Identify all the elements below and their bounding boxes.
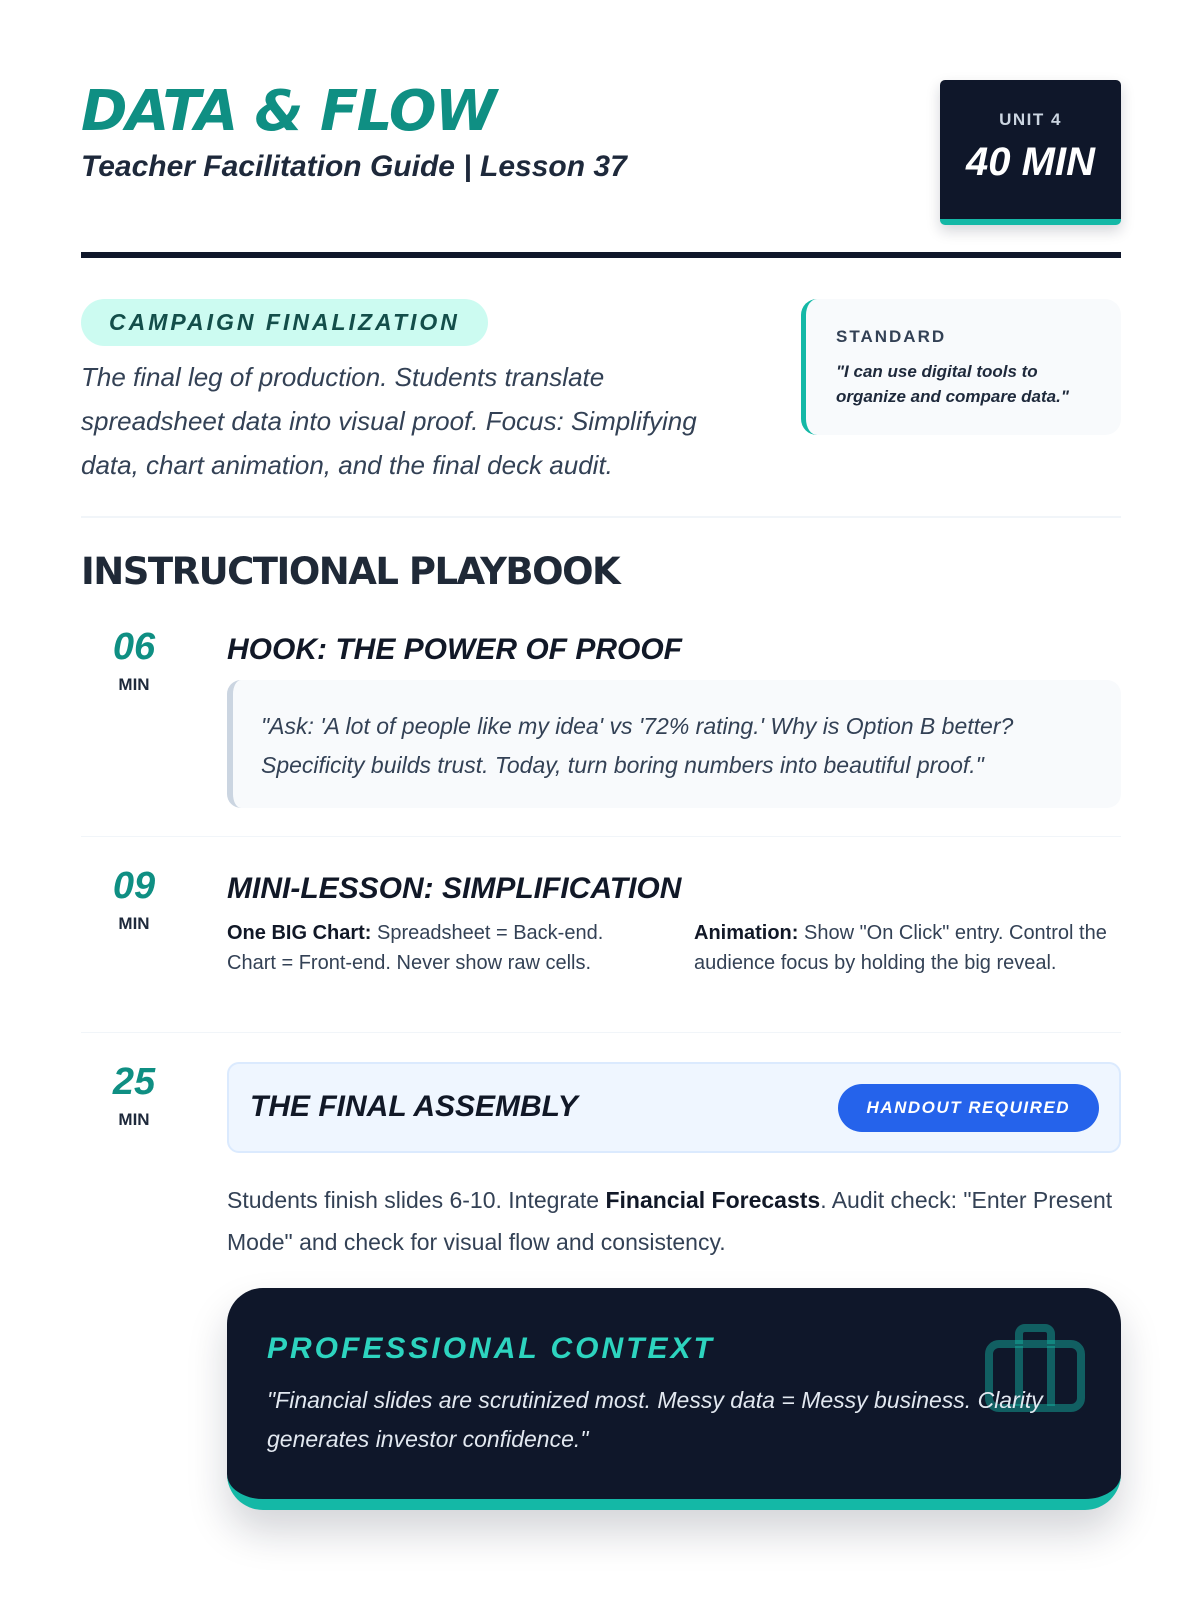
animation-column bbox=[694, 918, 1121, 978]
playbook-title: INSTRUCTIONAL PLAYBOOK bbox=[81, 550, 620, 593]
financial-forecasts-label: Financial Forecasts bbox=[605, 1187, 821, 1213]
standard-text: "I can use digital tools to organize and compare data." bbox=[836, 362, 1069, 406]
animation-label: Animation: bbox=[694, 922, 799, 944]
page-subtitle: Teacher Facilitation Guide | Lesson 37 bbox=[81, 150, 627, 183]
header-divider bbox=[81, 252, 1121, 258]
standard-card bbox=[801, 299, 1121, 435]
page-title: DATA & FLOW bbox=[81, 79, 496, 144]
step-1-unit: MIN bbox=[118, 675, 150, 694]
final-assembly-bar bbox=[227, 1062, 1121, 1153]
step-2-minutes: 09 bbox=[112, 865, 156, 907]
professional-context-quote: "Financial slides are scrutinized most. Messy data = Messy business. Clarity generates investor confidence." bbox=[267, 1387, 1043, 1452]
section-divider bbox=[81, 516, 1121, 518]
step-1-title: HOOK: THE POWER OF PROOF bbox=[227, 633, 682, 666]
assembly-text-end: . Audit check: "Enter Present Mode" and check for visual flow and consistency. bbox=[227, 1187, 1113, 1255]
step-3-title: THE FINAL ASSEMBLY bbox=[250, 1090, 578, 1123]
unit-badge bbox=[940, 80, 1121, 225]
assembly-description bbox=[227, 1179, 1121, 1263]
hook-quote: "Ask: 'A lot of people like my idea' vs '72% rating.' Why is Option B better? Specificity builds trust. Today, turn boring numbers into beautiful proof." bbox=[227, 680, 1121, 808]
intro-description: The final leg of production. Students translate spreadsheet data into visual proof. Focus: Simplifying data, chart animation, and the final deck audit. bbox=[81, 362, 697, 480]
animation-text: Show "On Click" entry. Control the audience focus by holding the big reveal. bbox=[694, 922, 1107, 974]
step-2-title: MINI-LESSON: SIMPLIFICATION bbox=[227, 872, 682, 905]
handout-required-button[interactable]: HANDOUT REQUIRED bbox=[838, 1084, 1099, 1132]
assembly-text-start: Students finish slides 6-10. Integrate bbox=[227, 1187, 606, 1213]
campaign-tag: CAMPAIGN FINALIZATION bbox=[81, 299, 488, 346]
lesson-duration: 40 MIN bbox=[966, 140, 1095, 184]
step-1-minutes: 06 bbox=[112, 626, 156, 668]
unit-label: UNIT 4 bbox=[999, 110, 1062, 129]
professional-context-card bbox=[227, 1288, 1121, 1510]
lesson-page bbox=[81, 0, 1121, 1600]
step-divider bbox=[81, 1032, 1121, 1033]
simplification-text: Spreadsheet = Back-end. Chart = Front-end. Never show raw cells. bbox=[227, 922, 604, 974]
step-3-time bbox=[81, 1062, 187, 1130]
standard-label: STANDARD bbox=[836, 327, 947, 346]
step-3-minutes: 25 bbox=[112, 1061, 156, 1103]
step-divider bbox=[81, 836, 1121, 837]
professional-context-title: PROFESSIONAL CONTEXT bbox=[267, 1332, 715, 1365]
step-3-unit: MIN bbox=[118, 1110, 150, 1129]
step-2-time bbox=[81, 866, 187, 934]
simplification-label: One BIG Chart: bbox=[227, 922, 372, 944]
header bbox=[81, 80, 1121, 230]
step-1-time bbox=[81, 627, 187, 695]
simplification-column bbox=[227, 918, 657, 978]
step-2-unit: MIN bbox=[118, 914, 150, 933]
